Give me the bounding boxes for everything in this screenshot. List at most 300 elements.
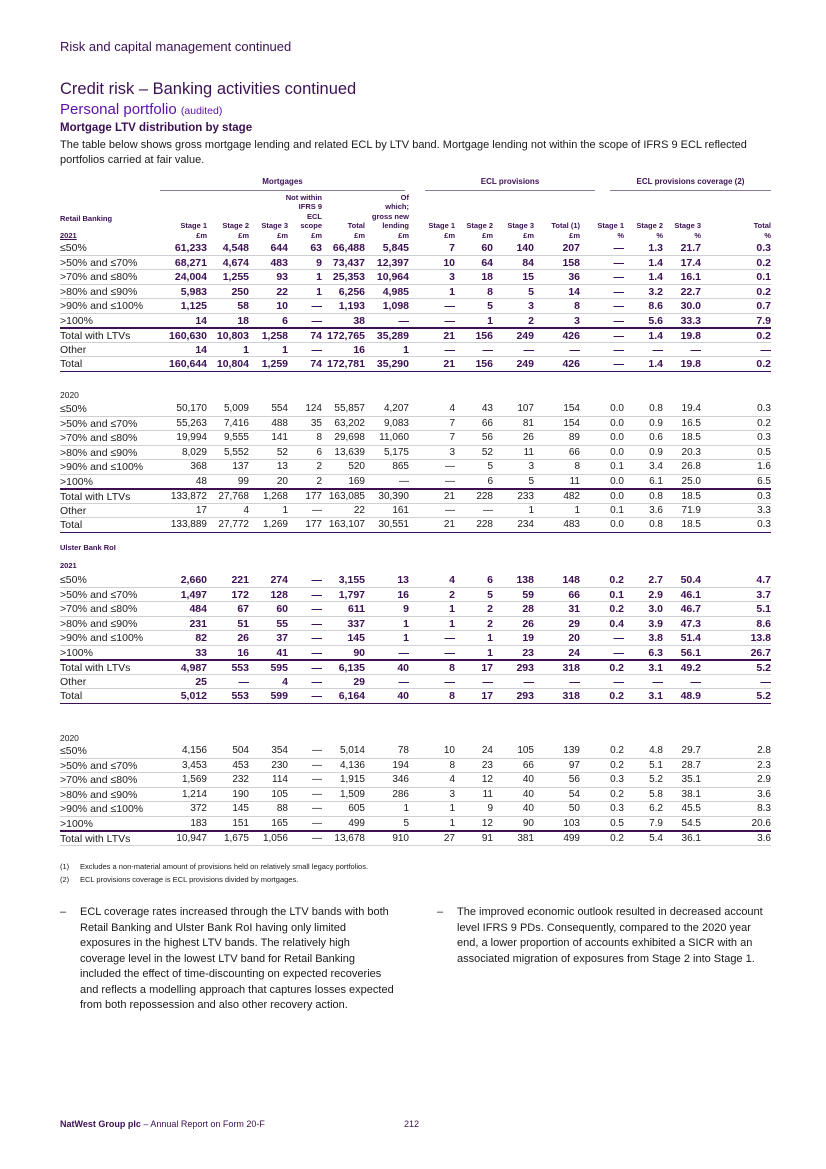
column-header-line: % bbox=[764, 230, 771, 240]
table-row bbox=[60, 689, 771, 704]
table-cell: 1,125 bbox=[180, 300, 207, 312]
table-cell: 230 bbox=[271, 759, 288, 771]
table-row bbox=[60, 241, 771, 256]
table-cell: 1.3 bbox=[648, 242, 663, 254]
table-cell: 27 bbox=[443, 833, 455, 844]
table-cell: 15 bbox=[522, 271, 534, 283]
row-label: >50% and ≤70% bbox=[60, 256, 138, 269]
table-cell: 8 bbox=[449, 690, 455, 702]
table-cell: — bbox=[445, 475, 455, 487]
table-cell: 99 bbox=[237, 475, 249, 487]
table-cell: 41 bbox=[276, 646, 288, 659]
column-header-line: £m bbox=[398, 230, 409, 240]
table-cell: 1,098 bbox=[382, 300, 409, 312]
table-cell: 11 bbox=[482, 788, 493, 800]
table-cell: 5,175 bbox=[383, 446, 409, 458]
table-cell: — bbox=[613, 271, 624, 283]
table-cell: 293 bbox=[516, 662, 534, 674]
column-header bbox=[597, 221, 624, 240]
table-cell: 6,256 bbox=[338, 285, 365, 298]
table-cell: 3 bbox=[574, 314, 580, 327]
table-cell: 28 bbox=[522, 603, 534, 615]
table-retail-2020 bbox=[60, 402, 771, 533]
table-cell: 5,009 bbox=[223, 403, 249, 414]
table-cell: 0.2 bbox=[609, 603, 624, 615]
table-cell: 35 bbox=[310, 417, 322, 429]
table-cell: 0.0 bbox=[610, 446, 624, 458]
table-cell: 3.4 bbox=[649, 461, 663, 472]
table-cell: 4 bbox=[282, 675, 288, 688]
table-cell: 21 bbox=[443, 358, 455, 370]
table-cell: — bbox=[613, 358, 624, 370]
table-cell: 29 bbox=[568, 617, 580, 630]
table-cell: 18.5 bbox=[681, 491, 701, 502]
table-cell: 137 bbox=[232, 461, 249, 472]
row-label: >50% and ≤70% bbox=[60, 588, 138, 601]
table-cell: 249 bbox=[516, 358, 534, 370]
table-cell: 169 bbox=[348, 475, 365, 487]
column-header-line: % bbox=[617, 230, 624, 240]
table-cell: 67 bbox=[237, 603, 249, 615]
row-label: >80% and ≤90% bbox=[60, 788, 138, 801]
column-header bbox=[507, 221, 534, 240]
table-cell: 26.7 bbox=[750, 646, 771, 659]
table-cell: 4,674 bbox=[222, 256, 249, 269]
table-cell: 381 bbox=[517, 833, 534, 844]
table-cell: 1,269 bbox=[262, 519, 288, 530]
table-cell: 5.6 bbox=[648, 314, 663, 327]
column-header bbox=[754, 221, 771, 240]
table-row bbox=[60, 299, 771, 314]
table-cell: 8,029 bbox=[181, 446, 207, 458]
table-cell: 1 bbox=[403, 617, 409, 630]
footnote-1 bbox=[60, 862, 368, 871]
table-cell: 8 bbox=[449, 662, 455, 674]
row-label: >90% and ≤100% bbox=[60, 300, 144, 312]
table-cell: 6.2 bbox=[649, 803, 663, 814]
footnote-1-num: (1) bbox=[60, 862, 70, 871]
row-label: ≤50% bbox=[60, 745, 87, 757]
table-cell: — bbox=[398, 646, 409, 659]
table-cell: 0.0 bbox=[610, 519, 624, 530]
table-cell: 1,509 bbox=[339, 788, 365, 800]
table-cell: — bbox=[523, 675, 534, 688]
table-cell: 26.8 bbox=[681, 461, 701, 472]
table-row bbox=[60, 285, 771, 300]
table-row bbox=[60, 504, 771, 519]
table-cell: 499 bbox=[348, 817, 365, 829]
table-cell: 1 bbox=[528, 504, 534, 516]
table-cell: 35,289 bbox=[376, 330, 409, 342]
table-cell: 554 bbox=[271, 403, 288, 414]
table-cell: 60 bbox=[481, 242, 493, 254]
table-cell: — bbox=[483, 504, 493, 516]
table-cell: 5,552 bbox=[223, 446, 249, 458]
table-cell: 12 bbox=[481, 774, 493, 785]
table-cell: — bbox=[613, 256, 624, 269]
footer-brand: NatWest Group plc bbox=[60, 1119, 141, 1129]
table-cell: 66,488 bbox=[332, 242, 365, 254]
table-cell: 0.3 bbox=[757, 403, 771, 414]
sub-heading-text: Personal portfolio bbox=[60, 101, 177, 118]
table-cell: 8 bbox=[487, 285, 493, 298]
table-cell: 0.1 bbox=[609, 588, 624, 601]
table-cell: 13 bbox=[276, 461, 288, 472]
table-cell: 63 bbox=[310, 242, 322, 254]
table-cell: 89 bbox=[568, 432, 580, 443]
table-cell: — bbox=[760, 343, 771, 356]
table-cell: 141 bbox=[271, 432, 288, 443]
table-cell: 154 bbox=[563, 417, 580, 429]
table-cell: 24,004 bbox=[174, 271, 207, 283]
table-cell: 2 bbox=[528, 314, 534, 327]
table-cell: 10,804 bbox=[216, 358, 249, 370]
column-header-line: Stage 1 bbox=[428, 221, 455, 230]
table-cell: 54 bbox=[568, 788, 580, 800]
row-label: >90% and ≤100% bbox=[60, 632, 144, 644]
footer-doc: Annual Report on Form 20-F bbox=[150, 1119, 265, 1129]
table-row bbox=[60, 417, 771, 432]
table-cell: — bbox=[312, 817, 322, 829]
table-cell: 51.4 bbox=[680, 632, 701, 644]
table-cell: 16.1 bbox=[680, 271, 701, 283]
table-cell: 488 bbox=[271, 417, 288, 429]
table-cell: 293 bbox=[516, 690, 534, 702]
table-row bbox=[60, 660, 771, 675]
table-cell: 0.2 bbox=[610, 759, 624, 771]
table-cell: 3 bbox=[528, 300, 534, 312]
row-label: Total with LTVs bbox=[60, 491, 131, 503]
table-cell: 1 bbox=[316, 285, 322, 298]
table-cell: 1.4 bbox=[648, 358, 663, 370]
table-cell: 45.5 bbox=[681, 803, 701, 814]
table-cell: 4,548 bbox=[222, 242, 249, 254]
table-cell: 1 bbox=[449, 617, 455, 630]
table-cell: 16.5 bbox=[681, 417, 701, 429]
sub-heading bbox=[60, 101, 222, 118]
table-cell: 5.1 bbox=[756, 603, 771, 615]
table-cell: 16 bbox=[237, 646, 249, 659]
table-cell: 346 bbox=[392, 774, 409, 785]
table-cell: 158 bbox=[562, 256, 580, 269]
table-cell: 71.9 bbox=[681, 504, 701, 516]
row-label: Other bbox=[60, 343, 87, 356]
table-cell: — bbox=[613, 343, 624, 356]
table-cell: — bbox=[444, 300, 455, 312]
table-cell: 172,765 bbox=[327, 330, 365, 342]
table-cell: — bbox=[311, 588, 322, 601]
table-cell: 59 bbox=[522, 588, 534, 601]
row-label: Total with LTVs bbox=[60, 833, 131, 845]
table-row bbox=[60, 402, 771, 417]
table-cell: 55,263 bbox=[176, 417, 207, 429]
table-cell: — bbox=[444, 646, 455, 659]
table-ulster-2020 bbox=[60, 744, 771, 846]
footer-sep: – bbox=[140, 1119, 151, 1129]
column-header-line: Stage 1 bbox=[597, 221, 624, 230]
table-cell: 19.8 bbox=[680, 330, 701, 342]
table-cell: 3.6 bbox=[757, 833, 771, 844]
table-cell: 36.1 bbox=[681, 833, 701, 844]
table-cell: 3.1 bbox=[648, 662, 663, 674]
page-number: 212 bbox=[404, 1119, 420, 1129]
table-cell: 8.6 bbox=[756, 617, 771, 630]
column-header-line: Total bbox=[753, 221, 771, 230]
table-cell: 0.2 bbox=[610, 745, 624, 756]
table-cell: 18 bbox=[237, 314, 249, 327]
column-header-line: which; bbox=[385, 202, 409, 211]
row-label: >50% and ≤70% bbox=[60, 417, 138, 430]
table-cell: 13,639 bbox=[334, 446, 365, 458]
table-cell: 165 bbox=[271, 817, 288, 829]
table-cell: 74 bbox=[310, 330, 322, 342]
table-cell: 1 bbox=[449, 817, 455, 829]
year-label-2020-ulster: 2020 bbox=[60, 733, 79, 743]
table-row bbox=[60, 588, 771, 603]
table-cell: 337 bbox=[347, 617, 365, 630]
table-cell: 37 bbox=[276, 632, 288, 644]
table-cell: 25 bbox=[195, 675, 207, 688]
table-cell: 0.3 bbox=[610, 803, 624, 814]
table-cell: 11 bbox=[523, 446, 534, 458]
table-cell: 3.2 bbox=[648, 285, 663, 298]
column-header-line: £m bbox=[482, 230, 493, 240]
table-cell: — bbox=[311, 646, 322, 659]
row-label: Total with LTVs bbox=[60, 662, 131, 674]
row-label: >70% and ≤80% bbox=[60, 432, 138, 444]
table-cell: 6.3 bbox=[648, 646, 663, 659]
table-cell: 7,416 bbox=[223, 417, 249, 429]
table-cell: — bbox=[399, 475, 409, 487]
row-label: ≤50% bbox=[60, 403, 87, 415]
table-cell: 5,983 bbox=[180, 285, 207, 298]
table-cell: — bbox=[311, 603, 322, 615]
table-cell: — bbox=[311, 675, 322, 688]
table-cell: 18 bbox=[481, 271, 493, 283]
table-cell: 30,551 bbox=[378, 519, 409, 530]
table-cell: 0.4 bbox=[609, 617, 624, 630]
table-cell: 26 bbox=[237, 632, 249, 644]
column-header-line: £m bbox=[523, 230, 534, 240]
footnote-2-text: ECL provisions coverage is ECL provisions divided by mortgages. bbox=[80, 875, 299, 884]
table-cell: 60 bbox=[276, 603, 288, 615]
column-header-line: £m bbox=[238, 230, 249, 240]
row-label: >100% bbox=[60, 646, 93, 659]
table-cell: 3.1 bbox=[648, 690, 663, 702]
column-header bbox=[551, 221, 580, 240]
table-cell: 51 bbox=[237, 617, 249, 630]
table-cell: 21.7 bbox=[680, 242, 701, 254]
table-row bbox=[60, 475, 771, 490]
table-cell: 3.6 bbox=[757, 788, 771, 800]
bullet-right bbox=[437, 905, 771, 975]
table-cell: 0.2 bbox=[610, 833, 624, 844]
table-cell: 40 bbox=[522, 774, 534, 785]
table-cell: 221 bbox=[231, 574, 249, 586]
table-cell: 274 bbox=[270, 574, 288, 586]
table-cell: 0.9 bbox=[649, 417, 663, 429]
table-cell: 27,772 bbox=[218, 519, 249, 530]
table-cell: 17 bbox=[481, 690, 493, 702]
table-cell: — bbox=[760, 675, 771, 688]
table-cell: 0.1 bbox=[610, 504, 624, 516]
table-cell: 1 bbox=[449, 603, 455, 615]
table-cell: 63,202 bbox=[334, 417, 365, 429]
table-cell: 66 bbox=[522, 759, 534, 771]
table-cell: 30,390 bbox=[378, 491, 409, 502]
table-cell: 17 bbox=[195, 504, 207, 516]
table-cell: — bbox=[311, 690, 322, 702]
table-cell: 56 bbox=[568, 774, 580, 785]
table-cell: 0.1 bbox=[610, 461, 624, 472]
table-cell: 49.2 bbox=[680, 662, 701, 674]
table-cell: 73,437 bbox=[332, 256, 365, 269]
column-header-line: Stage 3 bbox=[674, 221, 701, 230]
table-cell: 1,193 bbox=[338, 300, 365, 312]
table-cell: 0.7 bbox=[756, 300, 771, 312]
group-ecl-provisions: ECL provisions bbox=[425, 177, 595, 191]
table-cell: 484 bbox=[189, 603, 207, 615]
table-cell: 25.0 bbox=[681, 475, 701, 487]
table-cell: 228 bbox=[476, 519, 493, 530]
column-header-line: gross new bbox=[371, 211, 409, 221]
table-cell: 48 bbox=[195, 475, 207, 487]
column-header-line: % bbox=[694, 230, 701, 240]
table-cell: 43 bbox=[481, 403, 493, 414]
table-cell: 0.0 bbox=[610, 417, 624, 429]
table-cell: 36 bbox=[568, 271, 580, 283]
table-cell: 1,214 bbox=[181, 788, 207, 800]
row-label: Total bbox=[60, 358, 83, 370]
table-cell: 368 bbox=[190, 461, 207, 472]
bullet-dash: – bbox=[437, 906, 444, 918]
table-cell: 0.8 bbox=[649, 403, 663, 414]
table-cell: 0.2 bbox=[609, 690, 624, 702]
table-cell: 3.0 bbox=[648, 603, 663, 615]
table-row bbox=[60, 788, 771, 803]
table-cell: 18.5 bbox=[681, 432, 701, 443]
table-cell: 10 bbox=[276, 300, 288, 312]
table-cell: 6,135 bbox=[338, 662, 365, 674]
table-cell: 1,056 bbox=[262, 833, 288, 844]
table-row bbox=[60, 617, 771, 632]
table-cell: 58 bbox=[237, 300, 249, 312]
row-label: >70% and ≤80% bbox=[60, 271, 138, 283]
table-cell: 8.3 bbox=[757, 803, 771, 814]
table-cell: 17.4 bbox=[680, 256, 701, 269]
table-cell: — bbox=[445, 461, 455, 472]
table-cell: 453 bbox=[232, 759, 249, 771]
column-header-line: Stage 2 bbox=[636, 221, 663, 230]
table-cell: 611 bbox=[348, 603, 365, 615]
table-row bbox=[60, 817, 771, 832]
table-cell: — bbox=[652, 675, 663, 688]
table-cell: 12,397 bbox=[376, 256, 409, 269]
table-cell: 3.6 bbox=[649, 504, 663, 516]
table-cell: 145 bbox=[347, 632, 365, 644]
table-cell: — bbox=[312, 833, 322, 844]
table-cell: 5 bbox=[403, 817, 409, 829]
table-cell: 6 bbox=[487, 475, 493, 487]
table-cell: — bbox=[444, 675, 455, 688]
table-cell: 21 bbox=[443, 491, 455, 502]
column-header bbox=[428, 221, 455, 240]
table-cell: 8 bbox=[574, 300, 580, 312]
table-cell: 52 bbox=[481, 446, 493, 458]
table-cell: 156 bbox=[475, 358, 493, 370]
table-cell: 66 bbox=[568, 588, 580, 601]
table-cell: 599 bbox=[270, 690, 288, 702]
table-cell: 0.2 bbox=[756, 358, 771, 370]
table-cell: 0.2 bbox=[756, 285, 771, 298]
table-cell: 1 bbox=[449, 285, 455, 298]
table-cell: 4.8 bbox=[649, 745, 663, 756]
table-cell: — bbox=[613, 646, 624, 659]
table-cell: — bbox=[613, 242, 624, 254]
table-cell: — bbox=[312, 774, 322, 785]
bullet-left bbox=[60, 905, 395, 1025]
table-cell: 0.2 bbox=[756, 330, 771, 342]
row-label: Other bbox=[60, 504, 87, 517]
table-cell: 66 bbox=[481, 417, 493, 429]
table-cell: 50,170 bbox=[176, 403, 207, 414]
table-cell: 1 bbox=[487, 314, 493, 327]
column-header bbox=[636, 221, 663, 240]
footnote-1-text: Excludes a non-material amount of provisions held on relatively small legacy portfolios. bbox=[80, 862, 369, 871]
table-cell: 64 bbox=[481, 256, 493, 269]
table-cell: 20.3 bbox=[681, 446, 701, 458]
table-cell: 3,453 bbox=[181, 759, 207, 771]
row-label: >70% and ≤80% bbox=[60, 774, 138, 786]
table-cell: 13,678 bbox=[334, 833, 365, 844]
table-cell: 249 bbox=[516, 330, 534, 342]
column-header bbox=[372, 193, 409, 241]
table-retail-2021 bbox=[60, 241, 771, 372]
table-cell: 6.1 bbox=[649, 475, 663, 487]
table-cell: 26 bbox=[522, 432, 534, 443]
table-cell: 1 bbox=[282, 343, 288, 356]
intro-paragraph: The table below shows gross mortgage lending and related ECL by LTV band. Mortgage lending not within the scope of IFRS 9 ECL reflected portfolios carried at fair value. bbox=[60, 139, 747, 166]
table-cell: 12 bbox=[481, 817, 493, 829]
table-cell: — bbox=[312, 504, 322, 516]
row-label: >50% and ≤70% bbox=[60, 759, 138, 772]
table-cell: — bbox=[311, 617, 322, 630]
table-cell: 145 bbox=[232, 803, 249, 814]
table-cell: 520 bbox=[348, 461, 365, 472]
table-cell: 22 bbox=[353, 504, 365, 516]
table-cell: — bbox=[690, 343, 701, 356]
column-header-line: % bbox=[656, 230, 663, 240]
table-cell: 0.6 bbox=[649, 432, 663, 443]
table-cell: 56.1 bbox=[680, 646, 701, 659]
table-cell: 31 bbox=[568, 603, 580, 615]
table-cell: 504 bbox=[232, 745, 249, 756]
table-cell: 160,630 bbox=[169, 330, 207, 342]
table-cell: 1 bbox=[574, 504, 580, 516]
table-cell: 483 bbox=[563, 519, 580, 530]
table-cell: — bbox=[444, 314, 455, 327]
table-row bbox=[60, 773, 771, 788]
table-cell: 160,644 bbox=[169, 358, 207, 370]
table-cell: 154 bbox=[563, 403, 580, 414]
table-cell: 4 bbox=[243, 504, 249, 516]
table-cell: 84 bbox=[522, 256, 534, 269]
table-row bbox=[60, 314, 771, 329]
table-row bbox=[60, 343, 771, 358]
column-header bbox=[222, 221, 249, 240]
table-cell: 48.9 bbox=[680, 690, 701, 702]
table-cell: 426 bbox=[562, 358, 580, 370]
